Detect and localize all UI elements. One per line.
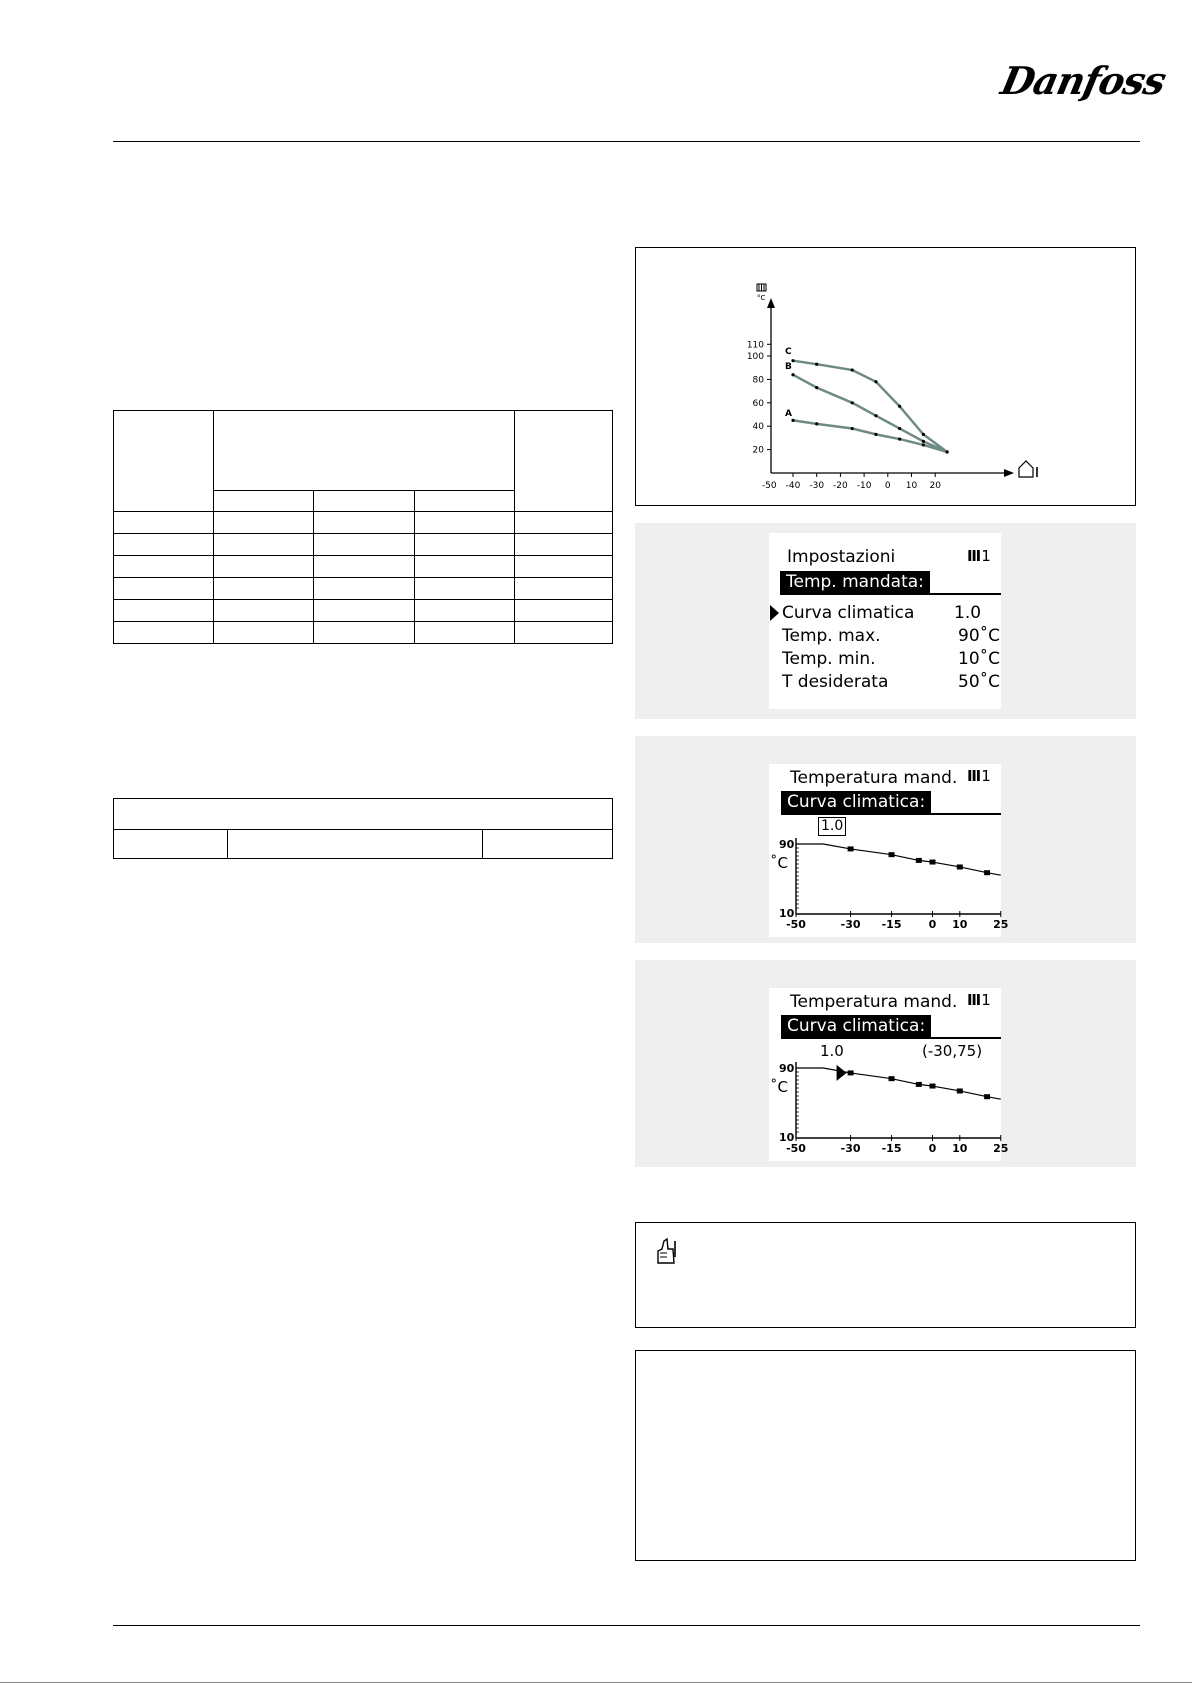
table-row	[114, 622, 613, 644]
x-tick-label: -10	[856, 481, 872, 491]
curve-point-c	[874, 380, 877, 383]
section-header: Curva climatica:	[781, 1015, 931, 1037]
lcd-curve-marker	[916, 1082, 922, 1087]
table-subheader-cell	[214, 491, 314, 512]
table-row	[114, 512, 613, 534]
lcd-curve-marker	[957, 1088, 963, 1093]
menu-item-value: 10˚C	[958, 649, 1001, 669]
x-tick-label: 20	[929, 481, 941, 491]
curve-label-b: B	[785, 362, 792, 372]
menu-item-label[interactable]: Curva climatica	[782, 603, 915, 623]
lcd-curve-graph	[769, 764, 1009, 937]
heating-curves-figure	[635, 247, 1136, 506]
y-tick-label: 100	[746, 352, 764, 362]
note-box	[635, 1222, 1136, 1328]
section-header: Curva climatica:	[781, 791, 931, 813]
y-axis-top-label: 90	[779, 838, 795, 851]
y-tick-label: 110	[746, 340, 764, 351]
x-axis-arrow	[1004, 469, 1014, 477]
x-tick-label: 10	[905, 481, 918, 491]
curve-point-a	[815, 422, 818, 425]
lcd-x-tick-label: -15	[881, 918, 902, 931]
y-tick-label: 20	[752, 445, 764, 456]
lcd-curve-marker	[848, 846, 854, 851]
curve-value-field[interactable]: 1.0	[818, 817, 846, 836]
lcd-screen-curve	[769, 764, 1009, 937]
lcd-curve-marker	[930, 860, 936, 865]
lcd-curve-marker	[930, 1084, 936, 1089]
x-tick-label: -20	[833, 481, 848, 491]
curve-point-a	[922, 443, 925, 446]
lcd-x-tick-label: 0	[928, 918, 937, 931]
table-row	[114, 578, 613, 600]
y-axis-top-label: 90	[779, 1062, 795, 1075]
hand-pointer-icon	[654, 1235, 678, 1265]
table-row	[114, 534, 613, 556]
x-tick-label: -30	[809, 481, 825, 491]
curve-line-c	[793, 361, 947, 452]
table-header-cell	[114, 799, 613, 830]
lcd-curve-marker	[984, 870, 990, 875]
menu-item-value: 90˚C	[958, 626, 1001, 646]
lcd-screen-curve-point	[769, 988, 1009, 1161]
heating-curves-chart	[636, 248, 1135, 505]
y-tick-label: 60	[752, 398, 764, 409]
display-panel-curve	[635, 736, 1136, 943]
menu-item-value: 50˚C	[958, 672, 1001, 692]
lcd-x-tick-label: -30	[840, 1142, 861, 1155]
table-row	[114, 830, 613, 859]
circuit-indicator	[967, 547, 991, 565]
y-axis-arrow	[767, 298, 775, 308]
house-icon	[1019, 461, 1037, 477]
curve-label-a: A	[785, 409, 792, 419]
curve-point-a	[898, 437, 901, 440]
lcd-x-tick-label: -50	[786, 918, 806, 931]
lcd-x-tick-label: 10	[952, 918, 968, 931]
circuit-number: 1	[981, 991, 991, 1009]
page-edge-rule	[0, 1682, 1192, 1683]
circuit-number: 1	[981, 767, 991, 785]
y-unit-label: °C	[757, 294, 766, 302]
circuit-number: 1	[981, 547, 991, 565]
display-panel-settings	[635, 523, 1136, 719]
table-subheader-cell	[414, 491, 514, 512]
parameter-table	[113, 410, 613, 644]
lcd-curve-graph	[769, 988, 1009, 1161]
section-rule	[780, 593, 1001, 595]
menu-item-value: 1.0	[954, 603, 982, 623]
y-tick-label: 40	[752, 422, 764, 433]
menu-item-label[interactable]: Temp. min.	[782, 649, 876, 669]
selection-arrow-icon	[770, 605, 779, 621]
section-header: Temp. mandata:	[780, 571, 930, 593]
point-cursor-icon	[837, 1065, 847, 1081]
y-tick-label: 80	[752, 375, 764, 386]
curve-point-c	[851, 368, 854, 371]
y-axis-bottom-label: 10	[779, 907, 795, 920]
lcd-curve-marker	[889, 1076, 895, 1081]
curve-point-a	[945, 450, 948, 453]
table-row	[114, 556, 613, 578]
x-tick-label: -50	[761, 481, 777, 491]
curve-point-b	[922, 440, 925, 443]
radiator-icon	[757, 284, 766, 291]
menu-item-label[interactable]: Temp. max.	[782, 626, 881, 646]
y-axis-bottom-label: 10	[779, 1131, 795, 1144]
x-tick-label: -40	[785, 481, 801, 491]
radiator-icon: Ⅲ	[967, 991, 982, 1009]
curve-point-c	[815, 363, 818, 366]
lcd-curve-marker	[916, 858, 922, 863]
y-axis-unit: ˚C	[770, 854, 788, 872]
screen-title: Temperatura mand.	[790, 768, 958, 788]
curve-point-a	[791, 419, 794, 422]
lcd-x-tick-label: 25	[993, 918, 1009, 931]
screen-title: Temperatura mand.	[790, 992, 958, 1012]
curve-point-b	[791, 373, 794, 376]
table-header-cell	[114, 411, 214, 512]
lcd-curve-marker	[848, 1070, 854, 1075]
curve-point-b	[815, 386, 818, 389]
curve-point-b	[898, 427, 901, 430]
lcd-curve-line	[796, 844, 1001, 875]
radiator-icon: Ⅲ	[967, 547, 982, 565]
lcd-x-tick-label: 0	[928, 1142, 937, 1155]
curve-point-a	[851, 427, 854, 430]
lcd-x-tick-label: -30	[840, 918, 861, 931]
info-box	[635, 1350, 1136, 1561]
screen-title: Impostazioni	[787, 547, 896, 567]
curve-label-c: C	[785, 347, 792, 357]
setting-table	[113, 798, 613, 859]
header-rule	[113, 141, 1140, 142]
lcd-x-tick-label: -50	[786, 1142, 806, 1155]
lcd-curve-marker	[957, 864, 963, 869]
curve-point-c	[898, 405, 901, 408]
lcd-curve-line	[796, 1068, 1001, 1099]
curve-value: 1.0	[820, 1042, 844, 1060]
y-axis-unit: ˚C	[770, 1078, 788, 1096]
table-header-cell	[514, 411, 612, 512]
lcd-x-tick-label: 10	[952, 1142, 968, 1155]
curve-point-b	[851, 401, 854, 404]
lcd-curve-marker	[889, 852, 895, 857]
curve-point-coordinates: (-30,75)	[922, 1042, 983, 1060]
table-subheader-cell	[314, 491, 414, 512]
menu-item-label[interactable]: T desiderata	[782, 672, 889, 692]
logo-text: Danfoss	[997, 58, 1170, 103]
radiator-icon: Ⅲ	[967, 767, 982, 785]
lcd-curve-marker	[984, 1094, 990, 1099]
curve-point-c	[922, 433, 925, 436]
lcd-x-tick-label: -15	[881, 1142, 902, 1155]
lcd-screen-settings	[769, 533, 1001, 709]
lcd-x-tick-label: 25	[993, 1142, 1009, 1155]
curve-point-c	[791, 359, 794, 362]
danfoss-logo	[997, 58, 1170, 128]
curve-point-b	[874, 414, 877, 417]
curve-point-a	[874, 433, 877, 436]
display-panel-curve-point	[635, 960, 1136, 1167]
table-header-cell	[214, 411, 515, 491]
table-row	[114, 600, 613, 622]
x-tick-label: 0	[884, 481, 891, 491]
footer-rule	[113, 1625, 1140, 1626]
